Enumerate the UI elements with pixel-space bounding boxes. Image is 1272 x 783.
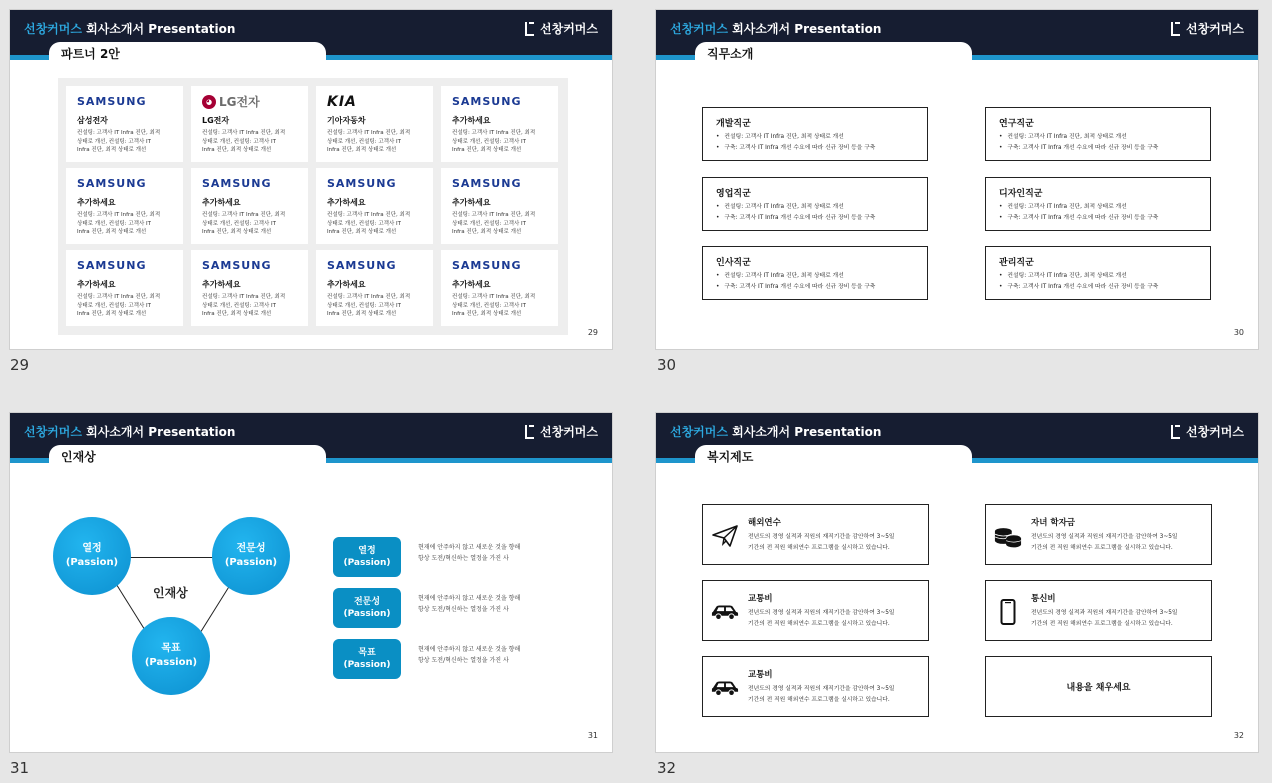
partner-card — [316, 250, 433, 326]
partner-name: 추가하세요 — [202, 198, 241, 207]
benefit-title: 통신비 — [1031, 594, 1056, 604]
slide-label[interactable]: 29 — [10, 356, 30, 374]
value-desc-line: 항상 도전/혁신하는 열정을 가진 사 — [418, 657, 509, 665]
partner-desc-line: 컨설팅: 고객사 IT Infra 진단, 최적 — [77, 130, 161, 136]
circle-sub: (Passion) — [224, 557, 278, 568]
partner-desc-line: 컨설팅: 고객사 IT Infra 진단, 최적 — [452, 212, 536, 218]
partner-logo — [452, 175, 548, 192]
job-item: • 컨설팅: 고객사 IT Infra 진단, 최적 상태로 개선 — [716, 202, 927, 213]
benefit-title: 교통비 — [748, 594, 773, 604]
header-title — [24, 423, 235, 440]
partner-logo — [327, 175, 423, 192]
partner-desc — [452, 293, 548, 319]
partner-desc-line: 상태로 개선, 컨설팅: 고객사 IT — [77, 302, 152, 309]
header-brand: 선창커머스 — [24, 22, 82, 36]
logo-mark-icon — [1171, 425, 1180, 439]
partner-logo — [452, 93, 548, 110]
partner-desc-line: 상태로 개선, 컨설팅: 고객사 IT — [327, 138, 402, 145]
samsung-logo: SAMSUNG — [202, 259, 272, 272]
value-desc-line: 현재에 안주하지 않고 새로운 것을 향해 — [418, 595, 521, 602]
value-desc-line: 현재에 안주하지 않고 새로운 것을 향해 — [418, 544, 521, 551]
header-logo — [525, 423, 598, 440]
benefit-box — [702, 580, 929, 641]
job-item: • 구축: 고객사 IT Infra 개선 수요에 따라 신규 장비 등을 구축 — [999, 282, 1210, 293]
job-title: 관리직군 — [999, 258, 1034, 268]
benefit-placeholder-box — [985, 656, 1212, 717]
partner-name: 추가하세요 — [452, 198, 491, 207]
partner-logo — [77, 175, 173, 192]
partner-desc-line: Infra 진단, 최적 상태로 개선 — [202, 147, 272, 154]
job-title: 영업직군 — [716, 189, 751, 199]
benefit-desc-line: 기간의 전 직원 해외연수 프로그램을 실시하고 있습니다. — [748, 545, 890, 551]
samsung-logo: SAMSUNG — [327, 259, 397, 272]
benefit-box — [702, 504, 929, 565]
page-number: 32 — [1233, 731, 1244, 740]
partner-card — [66, 168, 183, 244]
partner-desc-line: 컨설팅: 고객사 IT Infra 진단, 최적 — [77, 212, 161, 218]
slide-label[interactable]: 32 — [657, 759, 677, 777]
coins-icon — [994, 523, 1022, 549]
benefit-desc-line: 전년도의 경영 실적과 직원의 재직기간을 감안하여 3~5일 — [748, 610, 895, 616]
partner-desc-line: Infra 진단, 최적 상태로 개선 — [202, 311, 272, 318]
page-number: 31 — [587, 731, 598, 740]
value-sub: (Passion) — [343, 558, 391, 568]
partner-desc-line: 상태로 개선, 컨설팅: 고객사 IT — [452, 138, 527, 145]
logo-mark-icon — [525, 425, 534, 439]
partner-card — [316, 168, 433, 244]
benefit-title: 자녀 학자금 — [1031, 518, 1076, 528]
partner-logo — [452, 257, 548, 274]
job-box — [985, 246, 1211, 300]
benefit-title: 교통비 — [748, 670, 773, 680]
job-box — [702, 177, 928, 231]
value-desc — [418, 542, 558, 565]
slide-label[interactable]: 31 — [10, 759, 30, 777]
slide-30-thumbnail[interactable] — [655, 9, 1259, 350]
value-label-goal — [333, 639, 401, 679]
slide-label[interactable]: 30 — [657, 356, 677, 374]
partner-desc-line: 상태로 개선, 컨설팅: 고객사 IT — [202, 302, 277, 309]
logo-mark-icon — [1171, 22, 1180, 36]
job-title: 개발직군 — [716, 119, 751, 129]
partner-name: LG전자 — [202, 116, 230, 125]
partner-desc-line: 컨설팅: 고객사 IT Infra 진단, 최적 — [202, 130, 286, 136]
value-desc-line: 항상 도전/혁신하는 열정을 가진 사 — [418, 555, 509, 563]
partner-desc-line: Infra 진단, 최적 상태로 개선 — [327, 147, 397, 154]
value-title: 열정 — [358, 545, 376, 556]
lg-logo — [202, 93, 260, 110]
partner-desc-line: 컨설팅: 고객사 IT Infra 진단, 최적 — [327, 294, 411, 300]
placeholder-text: 내용을 채우세요 — [1066, 683, 1131, 693]
value-desc-line: 항상 도전/혁신하는 열정을 가진 사 — [418, 606, 509, 614]
partner-desc-line: 상태로 개선, 컨설팅: 고객사 IT — [202, 220, 277, 227]
partner-desc — [452, 129, 548, 155]
job-box — [985, 107, 1211, 161]
partner-desc-line: Infra 진단, 최적 상태로 개선 — [452, 311, 522, 318]
partner-desc — [327, 129, 423, 155]
job-item: • 컨설팅: 고객사 IT Infra 진단, 최적 상태로 개선 — [999, 271, 1210, 282]
kia-logo: KIA — [327, 93, 357, 110]
header-title-text: 회사소개서 Presentation — [732, 425, 882, 439]
partner-desc-line: Infra 진단, 최적 상태로 개선 — [327, 229, 397, 236]
partner-logo — [327, 257, 423, 274]
job-item: • 구축: 고객사 IT Infra 개선 수요에 따라 신규 장비 등을 구축 — [716, 282, 927, 293]
partner-logo — [202, 93, 298, 110]
samsung-logo: SAMSUNG — [77, 177, 147, 190]
partner-name: 추가하세요 — [452, 116, 491, 125]
partner-desc — [327, 293, 423, 319]
job-item: • 구축: 고객사 IT Infra 개선 수요에 따라 신규 장비 등을 구축 — [716, 213, 927, 224]
section-tab: 인재상 — [49, 445, 326, 467]
value-label-passion — [333, 537, 401, 577]
triangle-center-label: 인재상 — [153, 586, 188, 600]
header-title-text: 회사소개서 Presentation — [732, 22, 882, 36]
header-brand: 선창커머스 — [670, 425, 728, 439]
header-title-text: 회사소개서 Presentation — [86, 22, 236, 36]
partner-desc-line: 상태로 개선, 컨설팅: 고객사 IT — [202, 138, 277, 145]
header-brand: 선창커머스 — [670, 22, 728, 36]
page-number: 30 — [1233, 328, 1244, 337]
job-title: 디자인직군 — [999, 189, 1043, 199]
job-title: 인사직군 — [716, 258, 751, 268]
partner-desc-line: 컨설팅: 고객사 IT Infra 진단, 최적 — [202, 294, 286, 300]
value-circle-expertise — [212, 517, 290, 595]
header-title — [670, 423, 881, 440]
logo-text: 선창커머스 — [540, 425, 598, 439]
benefit-desc — [1031, 608, 1178, 630]
job-box — [985, 177, 1211, 231]
partner-name: 추가하세요 — [202, 280, 241, 289]
partner-desc-line: 컨설팅: 고객사 IT Infra 진단, 최적 — [202, 212, 286, 218]
slide-32-thumbnail[interactable] — [655, 412, 1259, 753]
partner-desc-line: Infra 진단, 최적 상태로 개선 — [77, 147, 147, 154]
partner-desc — [327, 211, 423, 237]
logo-mark-icon — [525, 22, 534, 36]
partner-logo — [77, 93, 173, 110]
value-circle-goal — [132, 617, 210, 695]
partner-desc-line: 컨설팅: 고객사 IT Infra 진단, 최적 — [327, 130, 411, 136]
partner-name: 추가하세요 — [77, 198, 116, 207]
job-box — [702, 107, 928, 161]
partner-desc-line: Infra 진단, 최적 상태로 개선 — [77, 229, 147, 236]
partner-grid — [58, 78, 568, 335]
partner-desc-line: 상태로 개선, 컨설팅: 고객사 IT — [77, 138, 152, 145]
partner-desc — [452, 211, 548, 237]
header-logo — [1171, 20, 1244, 37]
logo-text: 선창커머스 — [1186, 22, 1244, 36]
samsung-logo: SAMSUNG — [452, 95, 522, 108]
partner-desc-line: 상태로 개선, 컨설팅: 고객사 IT — [327, 302, 402, 309]
benefit-box — [985, 504, 1212, 565]
value-desc — [418, 593, 558, 616]
job-item: • 구축: 고객사 IT Infra 개선 수요에 따라 신규 장비 등을 구축 — [999, 143, 1210, 154]
partner-desc-line: 상태로 개선, 컨설팅: 고객사 IT — [77, 220, 152, 227]
section-tab: 파트너 2안 — [49, 42, 326, 64]
benefit-desc — [748, 532, 895, 554]
benefit-desc-line: 전년도의 경영 실적과 직원의 재직기간을 감안하여 3~5일 — [748, 534, 895, 540]
partner-desc-line: Infra 진단, 최적 상태로 개선 — [327, 311, 397, 318]
partner-desc-line: 컨설팅: 고객사 IT Infra 진단, 최적 — [452, 294, 536, 300]
benefit-desc-line: 기간의 전 직원 해외연수 프로그램을 실시하고 있습니다. — [1031, 545, 1173, 551]
partner-name: 추가하세요 — [327, 198, 366, 207]
partner-desc — [202, 211, 298, 237]
partner-logo — [202, 257, 298, 274]
samsung-logo: SAMSUNG — [327, 177, 397, 190]
benefit-desc-line: 기간의 전 직원 해외연수 프로그램을 실시하고 있습니다. — [1031, 621, 1173, 627]
partner-desc-line: 상태로 개선, 컨설팅: 고객사 IT — [452, 220, 527, 227]
partner-name: 삼성전자 — [77, 116, 108, 125]
partner-desc-line: Infra 진단, 최적 상태로 개선 — [202, 229, 272, 236]
job-item: • 컨설팅: 고객사 IT Infra 진단, 최적 상태로 개선 — [716, 271, 927, 282]
partner-card — [66, 250, 183, 326]
benefit-desc-line: 기간의 전 직원 해외연수 프로그램을 실시하고 있습니다. — [748, 621, 890, 627]
value-desc — [418, 644, 558, 667]
car-icon — [711, 675, 739, 701]
value-label-expertise — [333, 588, 401, 628]
slide-31-thumbnail[interactable] — [9, 412, 613, 753]
partner-name: 추가하세요 — [77, 280, 116, 289]
samsung-logo: SAMSUNG — [452, 259, 522, 272]
partner-name: 추가하세요 — [452, 280, 491, 289]
slide-29-thumbnail[interactable] — [9, 9, 613, 350]
partner-card — [66, 86, 183, 162]
benefit-desc-line: 기간의 전 직원 해외연수 프로그램을 실시하고 있습니다. — [748, 697, 890, 703]
header-logo — [525, 20, 598, 37]
lg-logo-text: LG전자 — [219, 95, 260, 109]
header-title — [670, 20, 881, 37]
lg-logo-icon: ◕ — [202, 95, 216, 109]
partner-card — [191, 86, 308, 162]
partner-card — [441, 168, 558, 244]
partner-name: 기아자동차 — [327, 116, 366, 125]
partner-desc — [77, 211, 173, 237]
circle-sub: (Passion) — [144, 657, 198, 668]
value-sub: (Passion) — [343, 660, 391, 670]
partner-logo — [327, 93, 423, 110]
circle-sub: (Passion) — [65, 557, 119, 568]
partner-card — [441, 250, 558, 326]
partner-desc-line: 상태로 개선, 컨설팅: 고객사 IT — [452, 302, 527, 309]
partner-desc — [77, 129, 173, 155]
header-logo — [1171, 423, 1244, 440]
partner-desc — [77, 293, 173, 319]
samsung-logo: SAMSUNG — [77, 95, 147, 108]
smartphone-icon — [994, 599, 1022, 625]
car-icon — [711, 599, 739, 625]
job-item: • 구축: 고객사 IT Infra 개선 수요에 따라 신규 장비 등을 구축 — [716, 143, 927, 154]
header-brand: 선창커머스 — [24, 425, 82, 439]
partner-desc — [202, 129, 298, 155]
benefit-box — [702, 656, 929, 717]
value-circle-passion — [53, 517, 131, 595]
circle-title: 목표 — [161, 643, 181, 654]
partner-desc — [202, 293, 298, 319]
circle-title: 열정 — [82, 543, 102, 554]
samsung-logo: SAMSUNG — [452, 177, 522, 190]
job-item: • 컨설팅: 고객사 IT Infra 진단, 최적 상태로 개선 — [999, 202, 1210, 213]
header-title-text: 회사소개서 Presentation — [86, 425, 236, 439]
partner-card — [316, 86, 433, 162]
benefit-desc — [748, 684, 895, 706]
header-title — [24, 20, 235, 37]
section-tab: 복지제도 — [695, 445, 972, 467]
partner-desc-line: 컨설팅: 고객사 IT Infra 진단, 최적 — [327, 212, 411, 218]
value-sub: (Passion) — [343, 609, 391, 619]
partner-desc-line: Infra 진단, 최적 상태로 개선 — [77, 311, 147, 318]
samsung-logo: SAMSUNG — [77, 259, 147, 272]
value-title: 전문성 — [353, 596, 381, 607]
value-desc-line: 현재에 안주하지 않고 새로운 것을 향해 — [418, 646, 521, 653]
section-tab: 직무소개 — [695, 42, 972, 64]
value-title: 목표 — [358, 647, 376, 658]
partner-desc-line: 상태로 개선, 컨설팅: 고객사 IT — [327, 220, 402, 227]
job-item: • 컨설팅: 고객사 IT Infra 진단, 최적 상태로 개선 — [999, 132, 1210, 143]
benefit-desc-line: 전년도의 경영 실적과 직원의 재직기간을 감안하여 3~5일 — [748, 686, 895, 692]
benefit-desc — [1031, 532, 1178, 554]
partner-card — [441, 86, 558, 162]
partner-logo — [202, 175, 298, 192]
partner-desc-line: 컨설팅: 고객사 IT Infra 진단, 최적 — [452, 130, 536, 136]
benefit-desc-line: 전년도의 경영 실적과 직원의 재직기간을 감안하여 3~5일 — [1031, 610, 1178, 616]
job-title: 연구직군 — [999, 119, 1034, 129]
logo-text: 선창커머스 — [540, 22, 598, 36]
benefit-desc — [748, 608, 895, 630]
benefit-desc-line: 전년도의 경영 실적과 직원의 재직기간을 감안하여 3~5일 — [1031, 534, 1178, 540]
partner-desc-line: 컨설팅: 고객사 IT Infra 진단, 최적 — [77, 294, 161, 300]
job-item: • 컨설팅: 고객사 IT Infra 진단, 최적 상태로 개선 — [716, 132, 927, 143]
paper-plane-icon — [711, 523, 739, 549]
partner-card — [191, 168, 308, 244]
benefit-box — [985, 580, 1212, 641]
benefit-title: 해외연수 — [748, 518, 781, 528]
partner-logo — [77, 257, 173, 274]
job-item: • 구축: 고객사 IT Infra 개선 수요에 따라 신규 장비 등을 구축 — [999, 213, 1210, 224]
page-number: 29 — [587, 328, 598, 337]
partner-name: 추가하세요 — [327, 280, 366, 289]
circle-title: 전문성 — [236, 543, 266, 554]
logo-text: 선창커머스 — [1186, 425, 1244, 439]
job-box — [702, 246, 928, 300]
partner-card — [191, 250, 308, 326]
partner-desc-line: Infra 진단, 최적 상태로 개선 — [452, 229, 522, 236]
partner-desc-line: Infra 진단, 최적 상태로 개선 — [452, 147, 522, 154]
samsung-logo: SAMSUNG — [202, 177, 272, 190]
